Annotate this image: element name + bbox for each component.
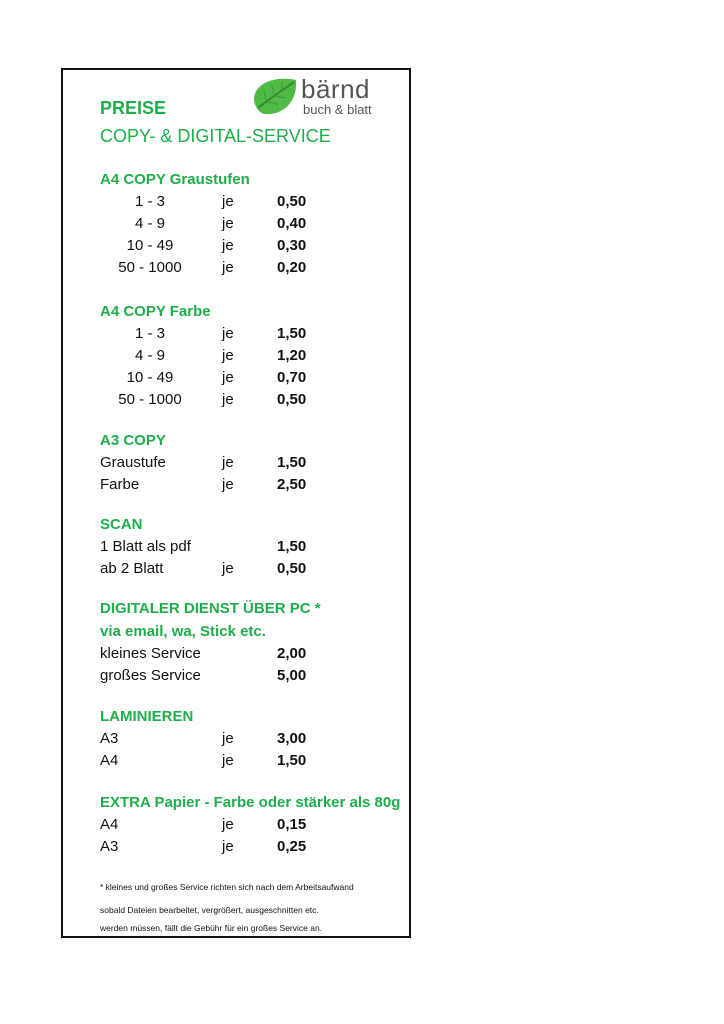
item-label: kleines Service <box>100 645 201 662</box>
price-row <box>0 193 724 213</box>
item-label: großes Service <box>100 667 201 684</box>
price-row <box>0 538 724 558</box>
section-heading-extra: EXTRA Papier - Farbe oder stärker als 80g <box>100 794 401 811</box>
quantity-range: 10 - 49 <box>126 237 174 254</box>
unit-word: je <box>222 454 234 471</box>
item-label: Graustufe <box>100 454 166 471</box>
leaf-icon <box>250 74 302 118</box>
footnote-line: sobald Dateien bearbeitet, vergrößert, ausgeschnitten etc. <box>100 905 319 915</box>
price-value: 1,20 <box>277 347 307 364</box>
quantity-range: 10 - 49 <box>126 369 174 386</box>
price-row <box>0 838 724 858</box>
unit-word: je <box>222 237 234 254</box>
price-row <box>0 454 724 474</box>
brand-logo <box>246 70 406 120</box>
price-row <box>0 816 724 836</box>
item-label: A3 <box>100 838 119 855</box>
price-value: 1,50 <box>277 538 307 555</box>
footnote-line: werden müssen, fällt die Gebühr für ein großes Service an. <box>100 923 323 933</box>
price-value: 0,40 <box>277 215 307 232</box>
price-row <box>0 752 724 772</box>
unit-word: je <box>222 215 234 232</box>
page-title: PREISE <box>100 98 167 118</box>
section-heading-laminate: LAMINIEREN <box>100 708 194 725</box>
price-row <box>0 259 724 279</box>
item-label: ab 2 Blatt <box>100 560 164 577</box>
section-heading-a3: A3 COPY <box>100 432 166 449</box>
unit-word: je <box>222 730 234 747</box>
price-value: 1,50 <box>277 752 307 769</box>
quantity-range: 1 - 3 <box>134 193 165 210</box>
section-heading-digital: DIGITALER DIENST ÜBER PC * <box>100 600 321 617</box>
item-label: A3 <box>100 730 119 747</box>
price-row <box>0 237 724 257</box>
price-value: 3,00 <box>277 730 307 747</box>
unit-word: je <box>222 752 234 769</box>
unit-word: je <box>222 193 234 210</box>
quantity-range: 4 - 9 <box>134 215 165 232</box>
brand-name: bärnd <box>301 74 370 104</box>
section-heading-a4-gray: A4 COPY Graustufen <box>100 171 250 188</box>
price-value: 0,50 <box>277 560 307 577</box>
item-label: A4 <box>100 816 119 833</box>
unit-word: je <box>222 816 234 833</box>
price-row <box>0 325 724 345</box>
unit-word: je <box>222 347 234 364</box>
unit-word: je <box>222 369 234 386</box>
price-value: 2,50 <box>277 476 307 493</box>
price-value: 5,00 <box>277 667 307 684</box>
price-value: 0,15 <box>277 816 307 833</box>
price-value: 2,00 <box>277 645 307 662</box>
brand-subtitle: buch & blatt <box>303 102 372 117</box>
quantity-range: 4 - 9 <box>134 347 165 364</box>
section-heading-a4-color: A4 COPY Farbe <box>100 303 211 320</box>
unit-word: je <box>222 325 234 342</box>
price-row <box>0 645 724 665</box>
unit-word: je <box>222 476 234 493</box>
item-label: Farbe <box>100 476 140 493</box>
item-label: 1 Blatt als pdf <box>100 538 191 555</box>
quantity-range: 1 - 3 <box>134 325 165 342</box>
price-value: 0,30 <box>277 237 307 254</box>
price-row <box>0 560 724 580</box>
price-value: 0,20 <box>277 259 307 276</box>
unit-word: je <box>222 838 234 855</box>
price-row <box>0 347 724 367</box>
section-heading-scan: SCAN <box>100 516 143 533</box>
section-subheading-digital: via email, wa, Stick etc. <box>100 623 266 640</box>
item-label: A4 <box>100 752 119 769</box>
price-value: 0,50 <box>277 391 307 408</box>
price-value: 1,50 <box>277 454 307 471</box>
price-value: 0,25 <box>277 838 307 855</box>
price-row <box>0 391 724 411</box>
quantity-range: 50 - 1000 <box>118 259 182 276</box>
price-row <box>0 667 724 687</box>
price-row <box>0 215 724 235</box>
unit-word: je <box>222 259 234 276</box>
footnote-line: * kleines und großes Service richten sich nach dem Arbeitsaufwand <box>100 882 354 892</box>
price-row <box>0 730 724 750</box>
price-row <box>0 476 724 496</box>
price-row <box>0 369 724 389</box>
quantity-range: 50 - 1000 <box>118 391 182 408</box>
unit-word: je <box>222 560 234 577</box>
price-value: 0,50 <box>277 193 307 210</box>
price-value: 0,70 <box>277 369 307 386</box>
unit-word: je <box>222 391 234 408</box>
price-value: 1,50 <box>277 325 307 342</box>
page-subtitle: COPY- & DIGITAL-SERVICE <box>100 126 331 146</box>
